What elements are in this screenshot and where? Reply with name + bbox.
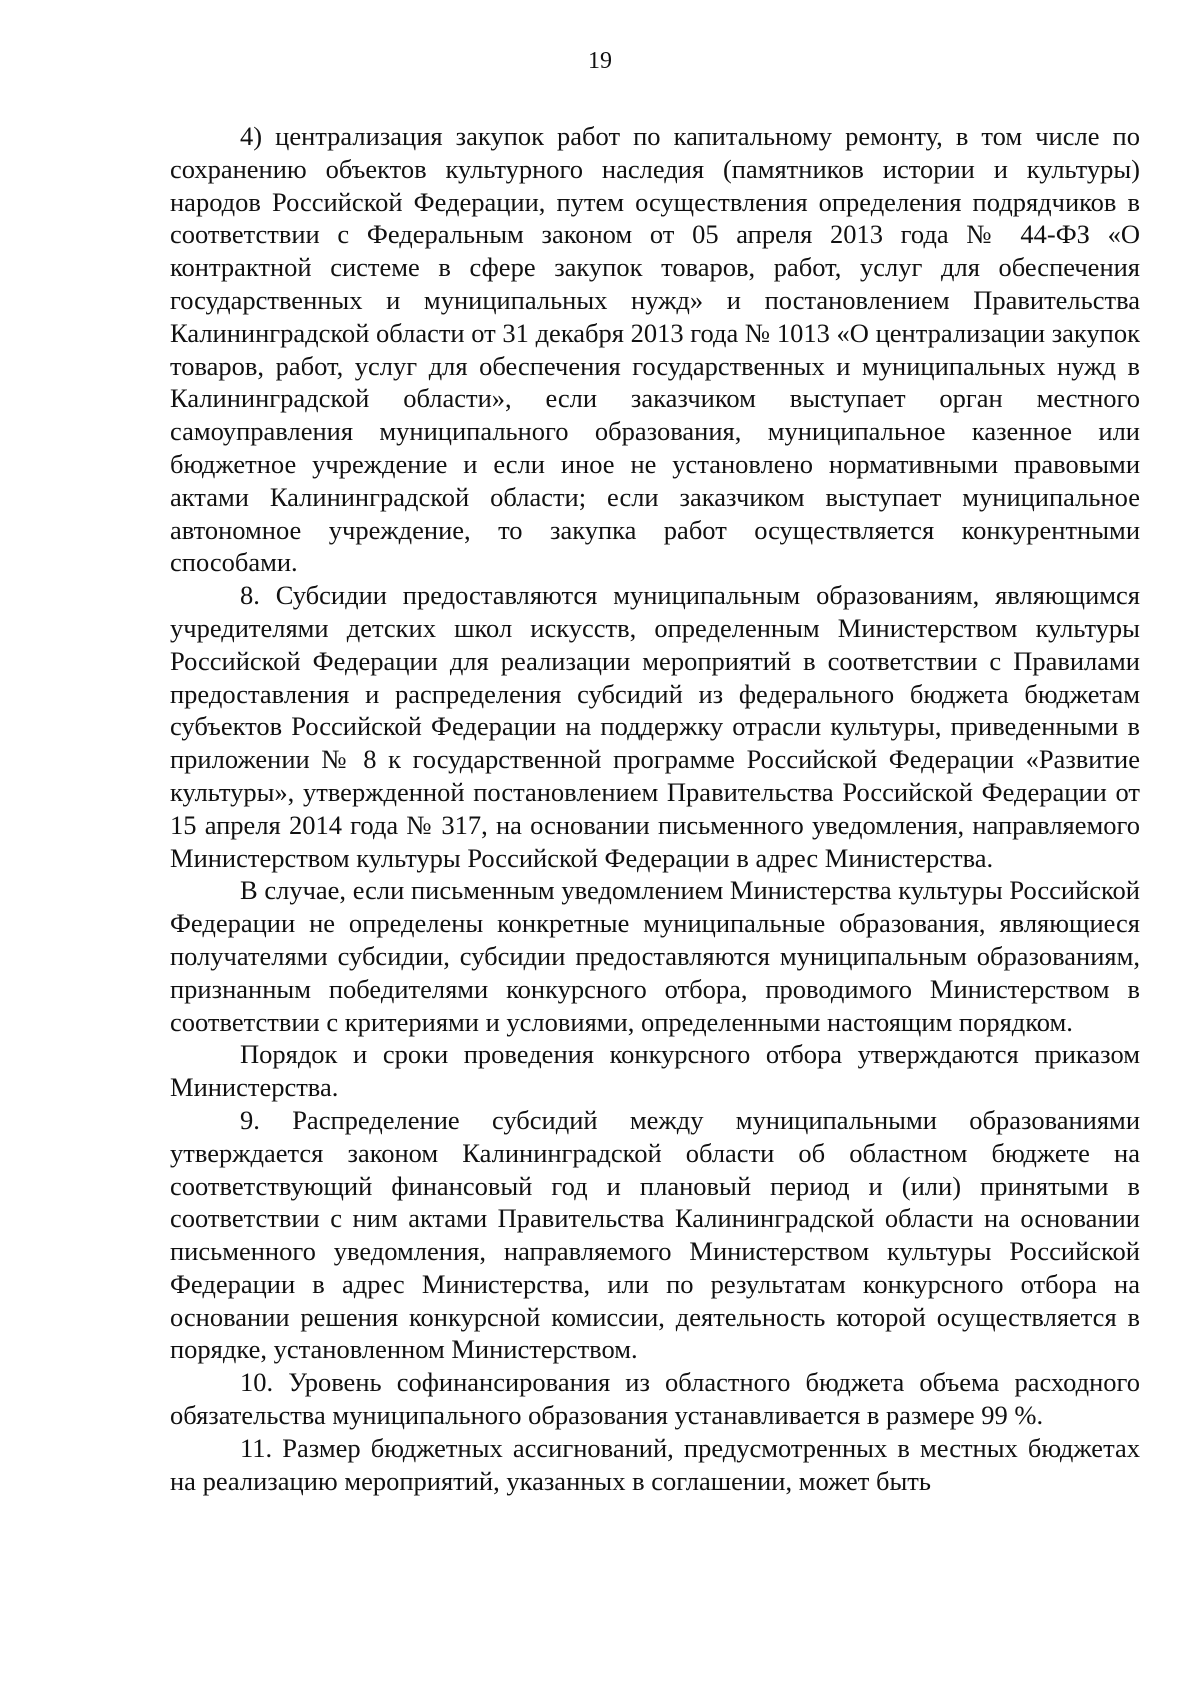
page-number: 19 bbox=[588, 48, 612, 74]
document-body bbox=[170, 120, 1140, 1497]
paragraph-9-distribution: 9. Распределение субсидий между муниципальными образованиями утверждается законом Калининградской области об областном бюджете на соответствующий финансовый год и плановый период и (или) принятыми в соответствии с ним актами Правительства Калининградской области на основании письменного уведомления, направляемого Министерством культуры Российской Федерации в адрес Министерства, или по результатам конкурсного отбора на основании решения конкурсной комиссии, деятельность которой осуществляется в порядке, установленном Министерством. bbox=[170, 1104, 1140, 1365]
paragraph-subsidies-case: В случае, если письменным уведомлением Министерства культуры Российской Федерации не определены конкретные муниципальные образования, являющиеся получателями субсидии, субсидии предоставляются муниципальным образованиям, признанным победителями конкурсного отбора, проводимого Министерством в соответствии с критериями и условиями, определенными настоящим порядком. bbox=[170, 875, 1140, 1037]
paragraph-selection-procedure: Порядок и сроки проведения конкурсного отбора утверждаются приказом Министерства. bbox=[170, 1039, 1140, 1103]
paragraph-centralization: 4) централизация закупок работ по капитальному ремонту, в том числе по сохранению объектов культурного наследия (памятников истории и культуры) народов Российской Федерации, путем осуществления определения подрядчиков в соответствии с Федеральным законом от 05 апреля 2013 года № 44-ФЗ «О контрактной системе в сфере закупок товаров, работ, услуг для обеспечения государственных и муниципальных нужд» и постановлением Правительства Калининградской области от 31 декабря 2013 года № 1013 «О централизации закупок товаров, работ, услуг для обеспечения государственных и муниципальных нужд в Калининградской области», если заказчиком выступает орган местного самоуправления муниципального образования, муниципальное казенное или бюджетное учреждение и если иное не установлено нормативными правовыми актами Калининградской области; если заказчиком выступает муниципальное автономное учреждение, то закупка работ осуществляется конкурентными способами. bbox=[170, 121, 1140, 578]
paragraph-11-budget-allocations: 11. Размер бюджетных ассигнований, предусмотренных в местных бюджетах на реализацию мероприятий, указанных в соглашении, может быть bbox=[170, 1432, 1140, 1496]
paragraph-10-cofinancing: 10. Уровень софинансирования из областного бюджета объема расходного обязательства муниципального образования устанавливается в размере 99 %. bbox=[170, 1367, 1140, 1431]
paragraph-8-subsidies: 8. Субсидии предоставляются муниципальным образованиям, являющимся учредителями детских школ искусств, определенным Министерством культуры Российской Федерации для реализации мероприятий в соответствии с Правилами предоставления и распределения субсидий из федерального бюджета бюджетам субъектов Российской Федерации на поддержку отрасли культуры, приведенными в приложении № 8 к государственной программе Российской Федерации «Развитие культуры», утвержденной постановлением Правительства Российской Федерации от 15 апреля 2014 года № 317, на основании письменного уведомления, направляемого Министерством культуры Российской Федерации в адрес Министерства. bbox=[170, 580, 1140, 873]
